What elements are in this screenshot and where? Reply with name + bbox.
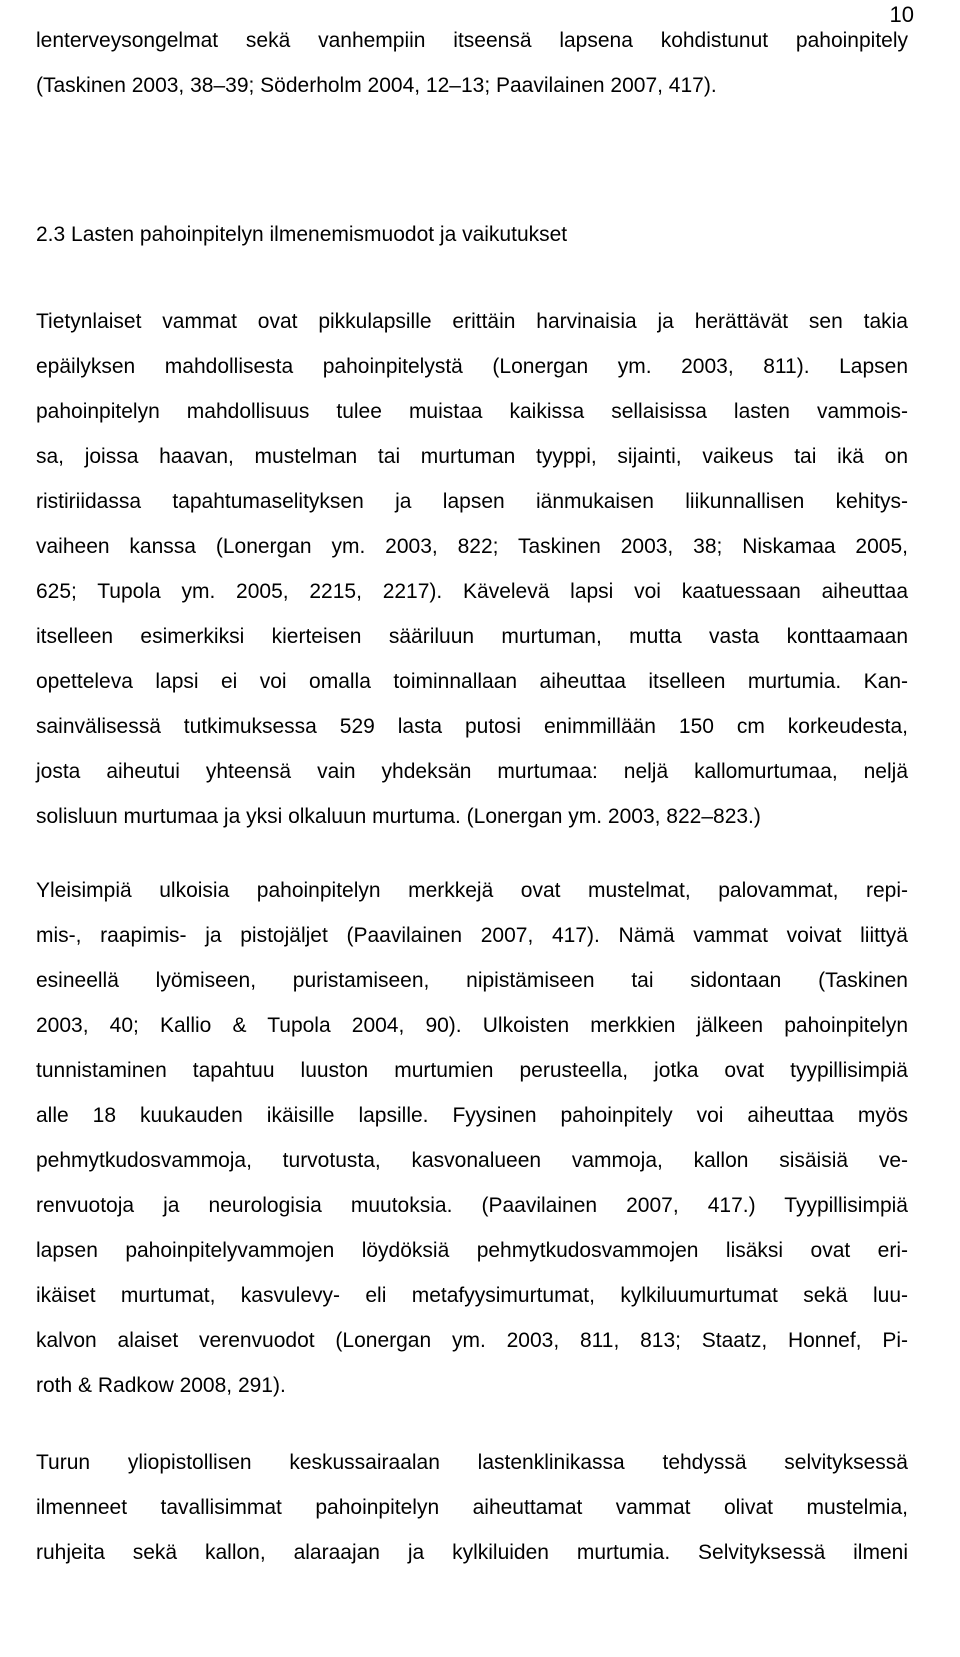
text-line: renvuotoja ja neurologisia muutoksia. (Paavilainen 2007, 417.) Tyypillisimpiä (36, 1194, 908, 1217)
text-line: 2003, 40; Kallio & Tupola 2004, 90). Ulkoisten merkkien jälkeen pahoinpitelyn (36, 1014, 908, 1037)
text-line: sa, joissa haavan, mustelman tai murtuman tyyppi, sijainti, vaikeus tai ikä on (36, 445, 908, 468)
section-heading: 2.3 Lasten pahoinpitelyn ilmenemismuodot ja vaikutukset (36, 223, 568, 246)
text-line: josta aiheutui yhteensä vain yhdeksän murtumaa: neljä kallomurtumaa, neljä (36, 760, 908, 783)
text-line: lenterveysongelmat sekä vanhempiin itseensä lapsena kohdistunut pahoinpitely (36, 29, 908, 52)
text-line: vaiheen kanssa (Lonergan ym. 2003, 822; Taskinen 2003, 38; Niskamaa 2005, (36, 535, 908, 558)
text-line: ruhjeita sekä kallon, alaraajan ja kylkiluiden murtumia. Selvityksessä ilmeni (36, 1541, 908, 1564)
text-line: roth & Radkow 2008, 291). (36, 1374, 286, 1397)
intro-paragraph (36, 18, 908, 108)
text-line: Turun yliopistollisen keskussairaalan lastenklinikassa tehdyssä selvityksessä (36, 1451, 908, 1474)
paragraph-injury-patterns (36, 299, 908, 839)
text-line: Tietynlaiset vammat ovat pikkulapsille erittäin harvinaisia ja herättävät sen takia (36, 310, 908, 333)
text-line: solisluun murtumaa ja yksi olkaluun murtuma. (Lonergan ym. 2003, 822–823.) (36, 805, 761, 828)
text-line: tunnistaminen tapahtuu luuston murtumien perusteella, jotka ovat tyypillisimpiä (36, 1059, 908, 1082)
text-line: kalvon alaiset verenvuodot (Lonergan ym. 2003, 811, 813; Staatz, Honnef, Pi- (36, 1329, 908, 1352)
text-line: esineellä lyömiseen, puristamiseen, nipistämiseen tai sidontaan (Taskinen (36, 969, 908, 992)
text-line: opetteleva lapsi ei voi omalla toiminnallaan aiheuttaa itselleen murtumia. Kan- (36, 670, 908, 693)
text-line: ikäiset murtumat, kasvulevy- eli metafyysimurtumat, kylkiluumurtumat sekä luu- (36, 1284, 908, 1307)
text-line: (Taskinen 2003, 38–39; Söderholm 2004, 12–13; Paavilainen 2007, 417). (36, 74, 717, 97)
text-line: Yleisimpiä ulkoisia pahoinpitelyn merkkejä ovat mustelmat, palovammat, repi- (36, 879, 908, 902)
text-line: pahoinpitelyn mahdollisuus tulee muistaa kaikissa sellaisissa lasten vammois- (36, 400, 908, 423)
text-line: itselleen esimerkiksi kierteisen sääriluun murtuman, mutta vasta konttaamaan (36, 625, 908, 648)
text-line: 625; Tupola ym. 2005, 2215, 2217). Kävelevä lapsi voi kaatuessaan aiheuttaa (36, 580, 908, 603)
text-line: pehmytkudosvammoja, turvotusta, kasvonalueen vammoja, kallon sisäisiä ve- (36, 1149, 908, 1172)
text-line: sainvälisessä tutkimuksessa 529 lasta putosi enimmillään 150 cm korkeudesta, (36, 715, 908, 738)
text-line: ilmenneet tavallisimmat pahoinpitelyn aiheuttamat vammat olivat mustelmia, (36, 1496, 908, 1519)
text-line: ristiriidassa tapahtumaselityksen ja lapsen iänmukaisen liikunnallisen kehitys- (36, 490, 908, 513)
paragraph-clinic-study (36, 1440, 908, 1575)
page-number: 10 (889, 2, 914, 27)
text-line: alle 18 kuukauden ikäisille lapsille. Fyysinen pahoinpitely voi aiheuttaa myös (36, 1104, 908, 1127)
paragraph-external-signs (36, 868, 908, 1408)
text-line: mis-, raapimis- ja pistojäljet (Paavilainen 2007, 417). Nämä vammat voivat liittyä (36, 924, 908, 947)
text-line: lapsen pahoinpitelyvammojen löydöksiä pehmytkudosvammojen lisäksi ovat eri- (36, 1239, 908, 1262)
text-line: epäilyksen mahdollisesta pahoinpitelystä (Lonergan ym. 2003, 811). Lapsen (36, 355, 908, 378)
